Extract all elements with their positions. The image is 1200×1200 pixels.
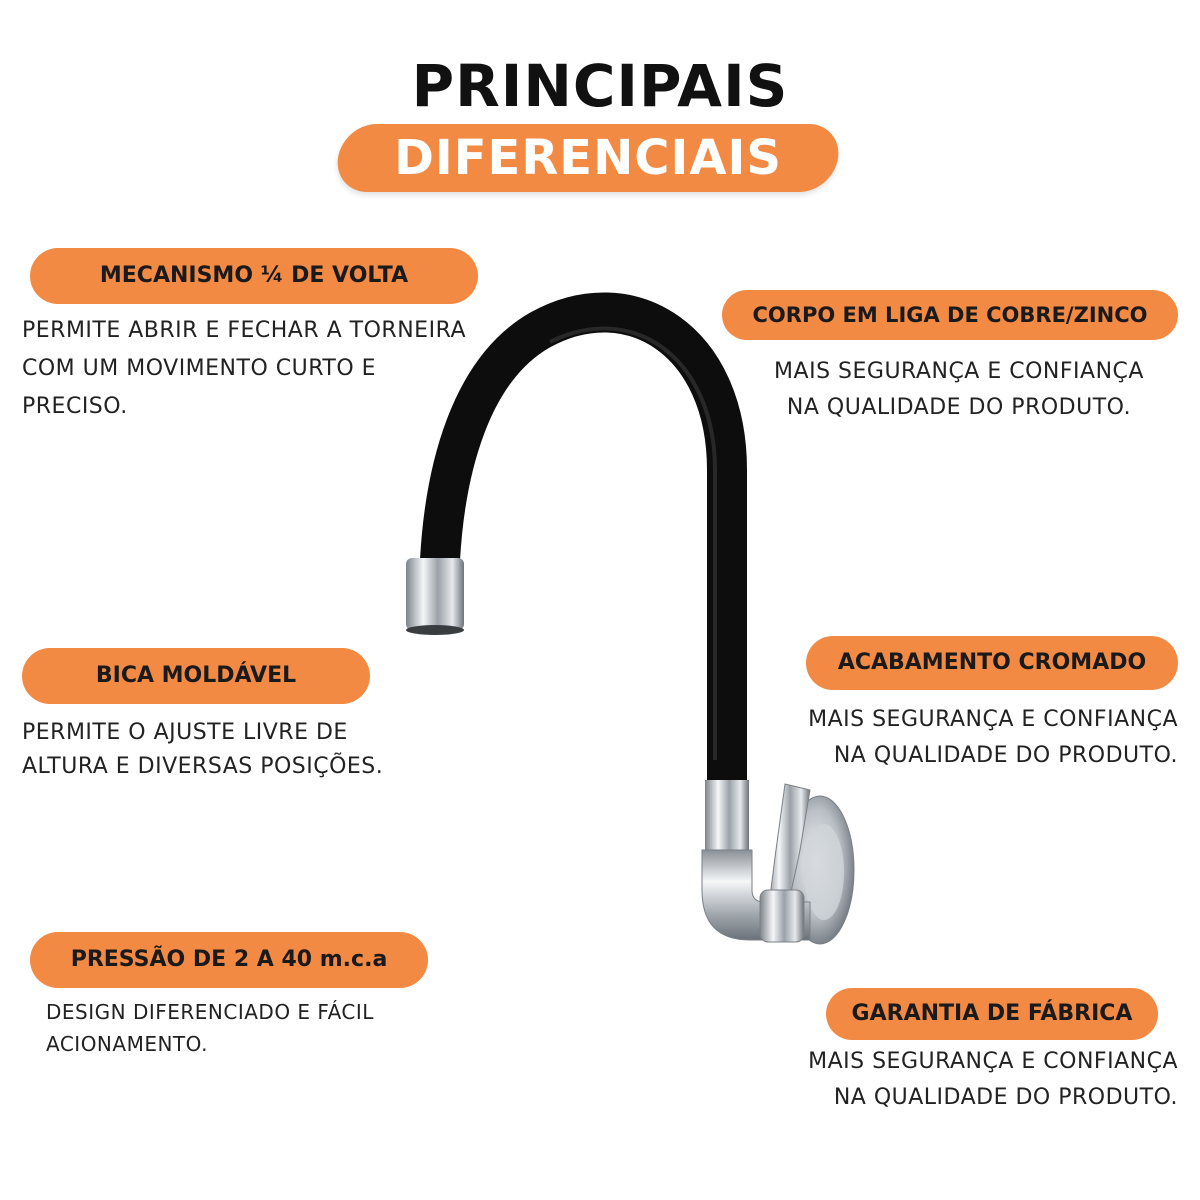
faucet-product-image xyxy=(380,290,860,960)
collar-shape xyxy=(705,780,749,858)
desc-line: DESIGN DIFERENCIADO E FÁCIL xyxy=(46,1000,374,1024)
desc-line: MAIS SEGURANÇA E CONFIANÇA xyxy=(808,707,1178,732)
feature-title-mecanismo: MECANISMO ¼ DE VOLTA xyxy=(30,248,478,304)
hose-shape xyxy=(440,312,727,780)
nozzle-shape xyxy=(406,558,464,630)
feature-desc-bica xyxy=(22,716,442,784)
desc-line: ACIONAMENTO. xyxy=(46,1032,208,1056)
feature-title-acabamento: ACABAMENTO CROMADO xyxy=(806,636,1178,690)
desc-line: MAIS SEGURANÇA E CONFIANÇA xyxy=(808,1049,1178,1074)
desc-line: PRECISO. xyxy=(22,394,128,419)
feature-title-garantia: GARANTIA DE FÁBRICA xyxy=(826,988,1158,1040)
desc-line: ALTURA E DIVERSAS POSIÇÕES. xyxy=(22,754,384,779)
desc-line: PERMITE ABRIR E FECHAR A TORNEIRA xyxy=(22,318,467,343)
feature-desc-pressao xyxy=(46,996,446,1060)
desc-line: NA QUALIDADE DO PRODUTO. xyxy=(786,395,1132,420)
desc-line: COM UM MOVIMENTO CURTO E xyxy=(22,356,377,381)
nozzle-rim xyxy=(406,625,464,635)
feature-title-corpo: CORPO EM LIGA DE COBRE/ZINCO xyxy=(722,290,1178,340)
feature-title-bica: BICA MOLDÁVEL xyxy=(22,648,370,704)
feature-title-pressao: PRESSÃO DE 2 A 40 m.c.a xyxy=(30,932,428,988)
heading-principais: PRINCIPAIS xyxy=(411,52,789,120)
desc-line: NA QUALIDADE DO PRODUTO. xyxy=(833,743,1178,768)
desc-line: NA QUALIDADE DO PRODUTO. xyxy=(833,1085,1178,1110)
desc-line: MAIS SEGURANÇA E CONFIANÇA xyxy=(774,359,1144,384)
feature-desc-garantia xyxy=(760,1044,1178,1116)
heading-diferenciais: DIFERENCIAIS xyxy=(394,130,782,186)
hose-highlight xyxy=(550,329,715,760)
desc-line: PERMITE O AJUSTE LIVRE DE xyxy=(22,720,348,745)
lever-base xyxy=(760,890,804,942)
